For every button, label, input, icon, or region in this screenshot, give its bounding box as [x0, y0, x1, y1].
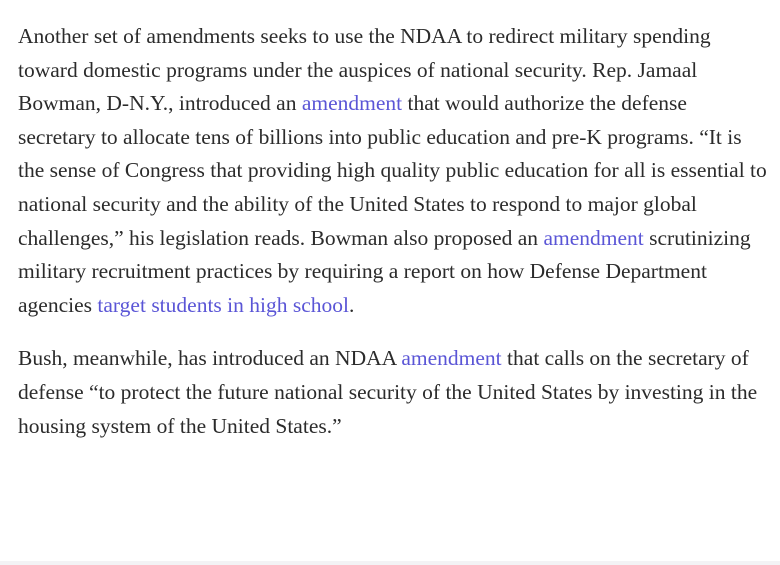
- paragraph-text: scrutinizing military recruitment practices by requiring a report on how Defense Department agencies: [18, 225, 751, 317]
- paragraph-text: Bush, meanwhile, has introduced an NDAA: [18, 346, 402, 371]
- target-students-link[interactable]: target students in high school: [97, 292, 349, 317]
- bottom-divider: [0, 561, 780, 565]
- amendment-link[interactable]: amendment: [543, 225, 644, 250]
- paragraph-text: .: [349, 292, 355, 317]
- amendment-link[interactable]: amendment: [401, 346, 502, 371]
- amendment-link[interactable]: amendment: [301, 91, 403, 116]
- article-body: [18, 20, 768, 443]
- article-paragraph: [18, 342, 768, 443]
- paragraph-text: that calls on the secretary of defense “to protect the future national security of the United States by investing in the housing system of the United States.”: [18, 346, 758, 438]
- paragraph-text: Another set of amendments seeks to use the NDAA to redirect military spending toward domestic programs under the auspices of national security. Rep. Jamaal Bowman, D-N.Y., introduced an: [18, 24, 711, 116]
- article-paragraph: [18, 20, 768, 322]
- paragraph-text: that would authorize the defense secretary to allocate tens of billions into public education and pre-K programs. “It is the sense of Congress that providing high quality public education for all is essential to national security and the ability of the United States to respond to major global challenges,” his legislation reads. Bowman also proposed an: [18, 91, 767, 250]
